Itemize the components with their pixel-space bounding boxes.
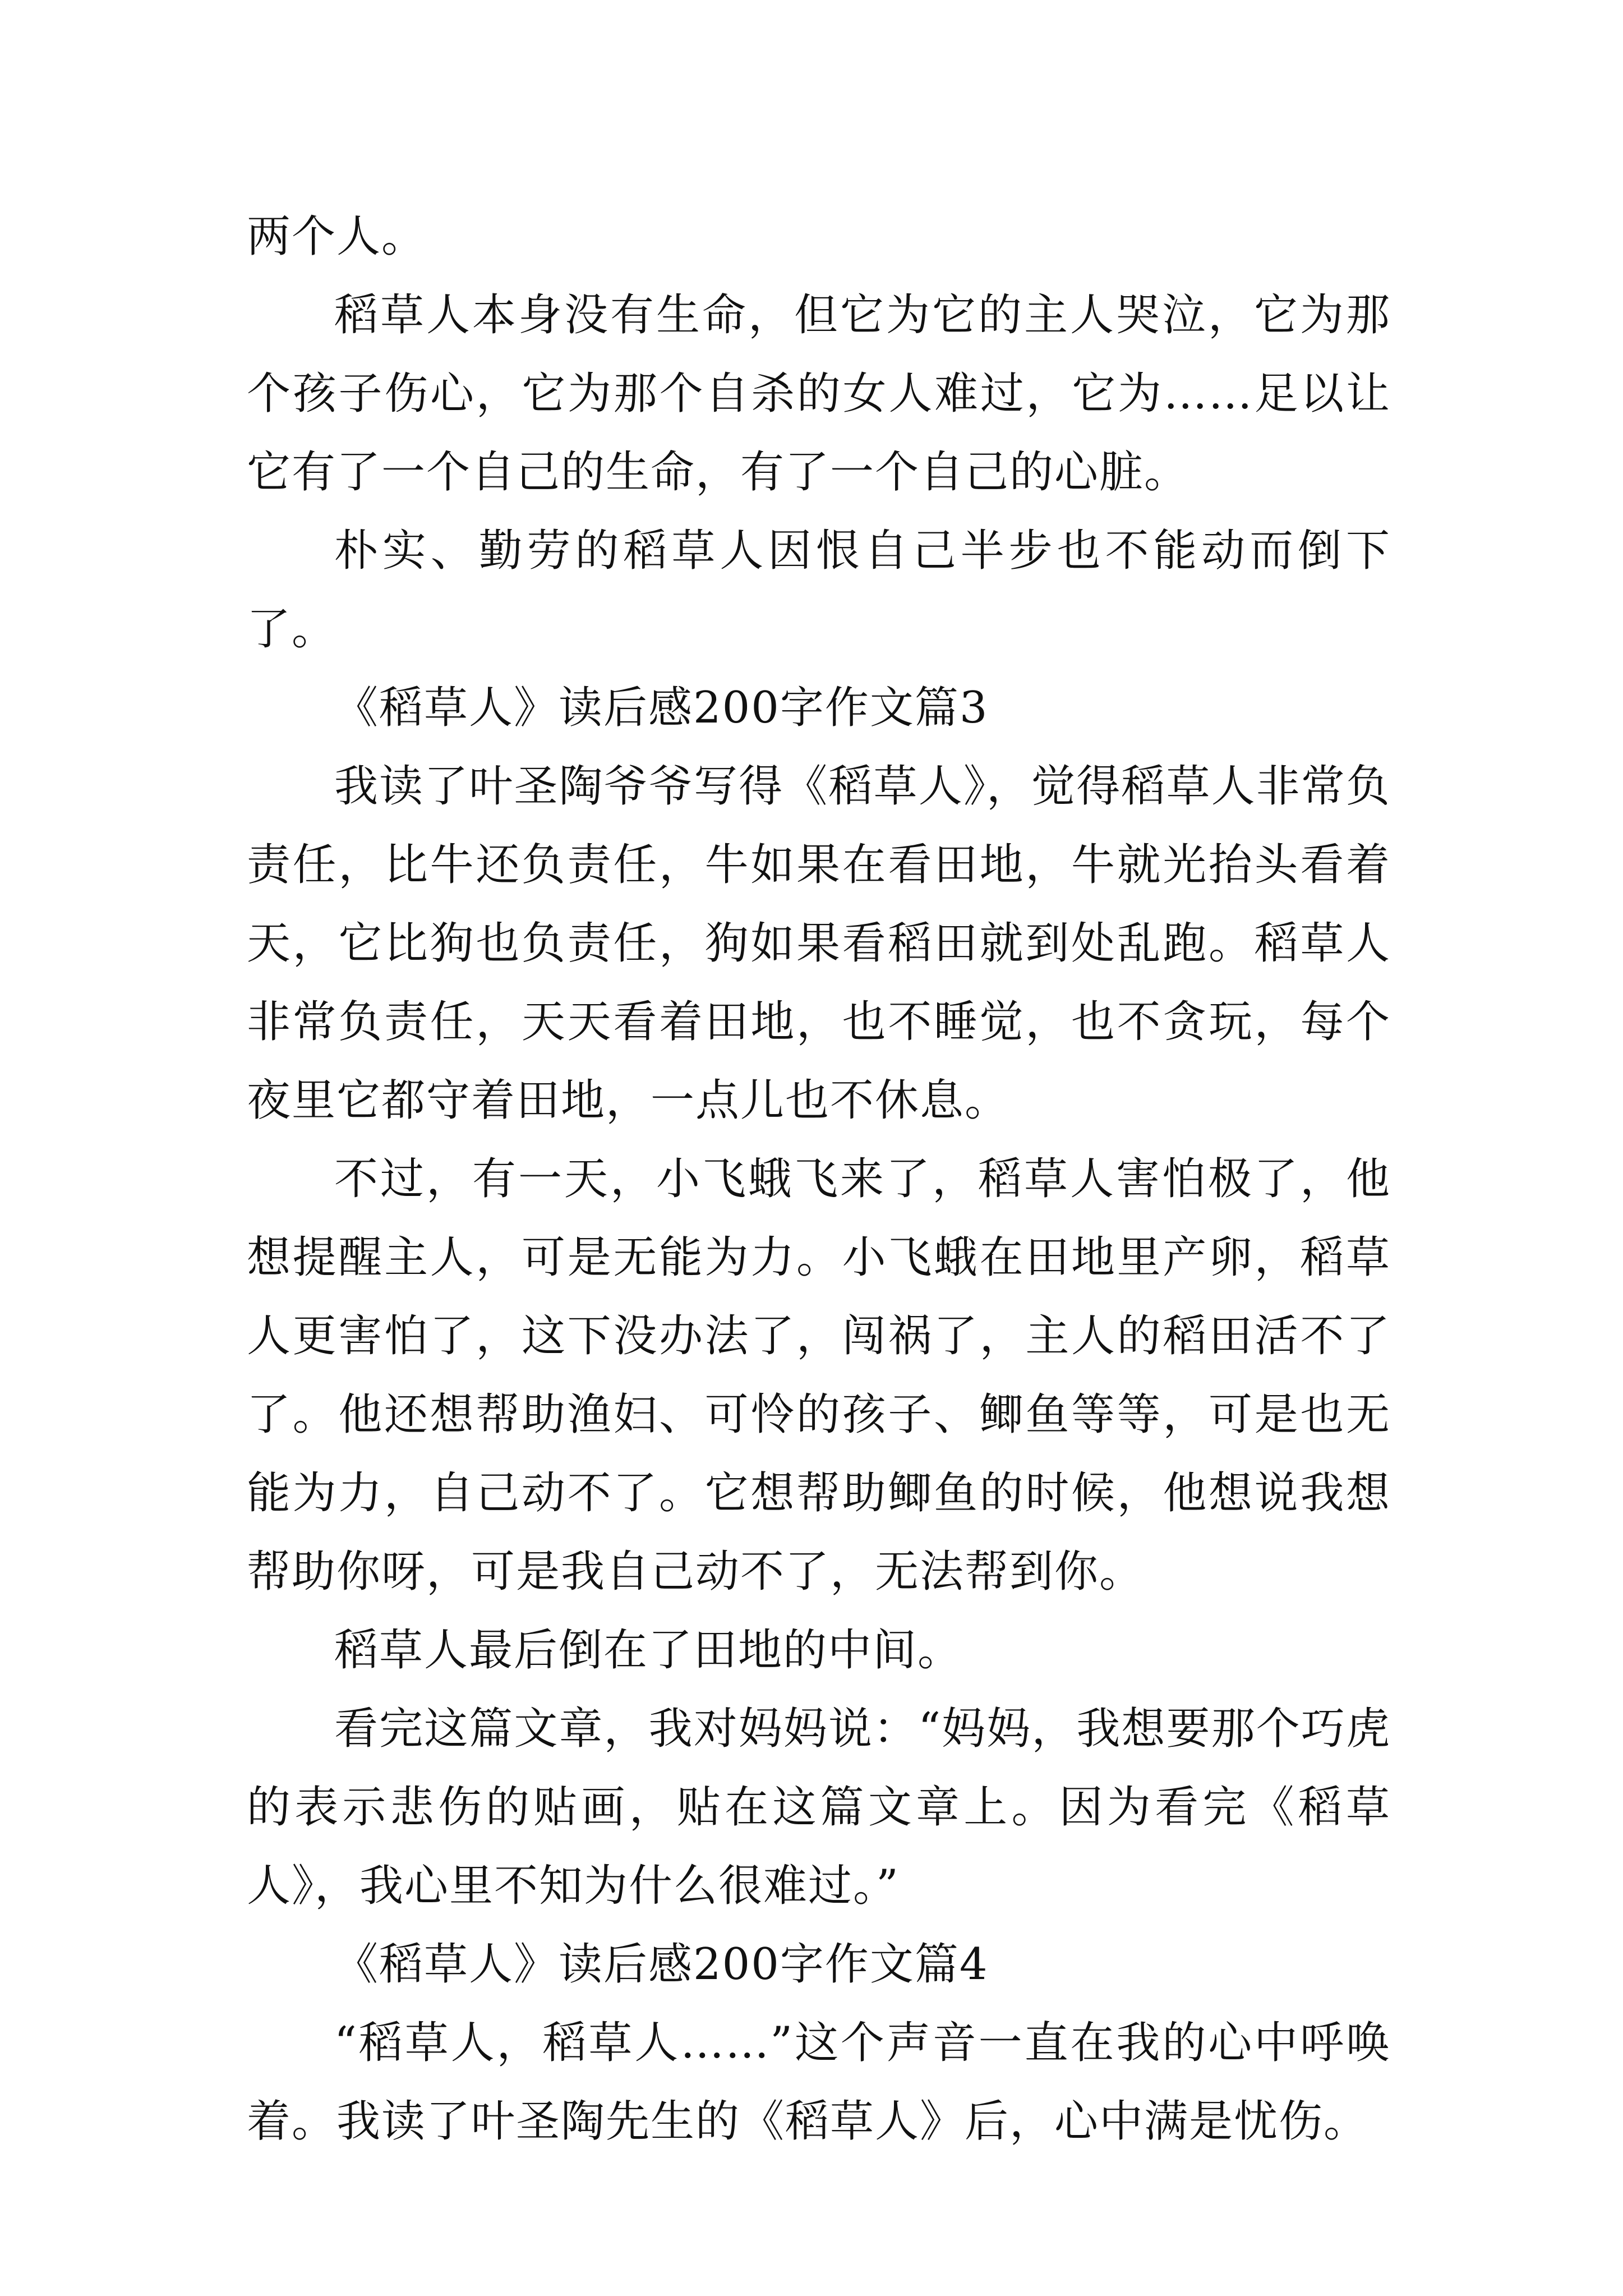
document-body — [247, 197, 1391, 2161]
paragraph: 稻草人最后倒在了田地的中间。 — [334, 1625, 963, 1676]
section-heading: 《稻草人》读后感200字作文篇4 — [334, 1939, 989, 1990]
paragraph-continuation: 两个人。 — [247, 211, 427, 262]
section-heading: 《稻草人》读后感200字作文篇3 — [334, 683, 989, 733]
paragraph: 不过，有一天，小飞蛾飞来了，稻草人害怕极了，他想提醒主人，可是无能为力。小飞蛾在田地里产卵，稻草人更害怕了，这下没办法了，闯祸了，主人的稻田活不了了。他还想帮助渔妇、可怜的孩子、鲫鱼等等，可是也无能为力，自己动不了。它想帮助鲫鱼的时候，他想说我想帮助你呀，可是我自己动不了，无法帮到你。 — [247, 1154, 1391, 1597]
paragraph: 朴实、勤劳的稻草人因恨自己半步也不能动而倒下了。 — [247, 526, 1391, 655]
paragraph: 我读了叶圣陶爷爷写得《稻草人》，觉得稻草人非常负责任，比牛还负责任，牛如果在看田地，牛就光抬头看着天，它比狗也负责任，狗如果看稻田就到处乱跑。稻草人非常负责任，天天看着田地，也不睡觉，也不贪玩，每个夜里它都守着田地，一点儿也不休息。 — [247, 761, 1391, 1126]
paragraph: 稻草人本身没有生命，但它为它的主人哭泣，它为那个孩子伤心，它为那个自杀的女人难过，它为……足以让它有了一个自己的生命，有了一个自己的心脏。 — [247, 290, 1391, 498]
paragraph: 看完这篇文章，我对妈妈说：“妈妈，我想要那个巧虎的表示悲伤的贴画，贴在这篇文章上。因为看完《稻草人》，我心里不知为什么很难过。” — [247, 1704, 1391, 1911]
paragraph: “稻草人，稻草人……”这个声音一直在我的心中呼唤着。我读了叶圣陶先生的《稻草人》后，心中满是忧伤。 — [247, 2018, 1391, 2147]
